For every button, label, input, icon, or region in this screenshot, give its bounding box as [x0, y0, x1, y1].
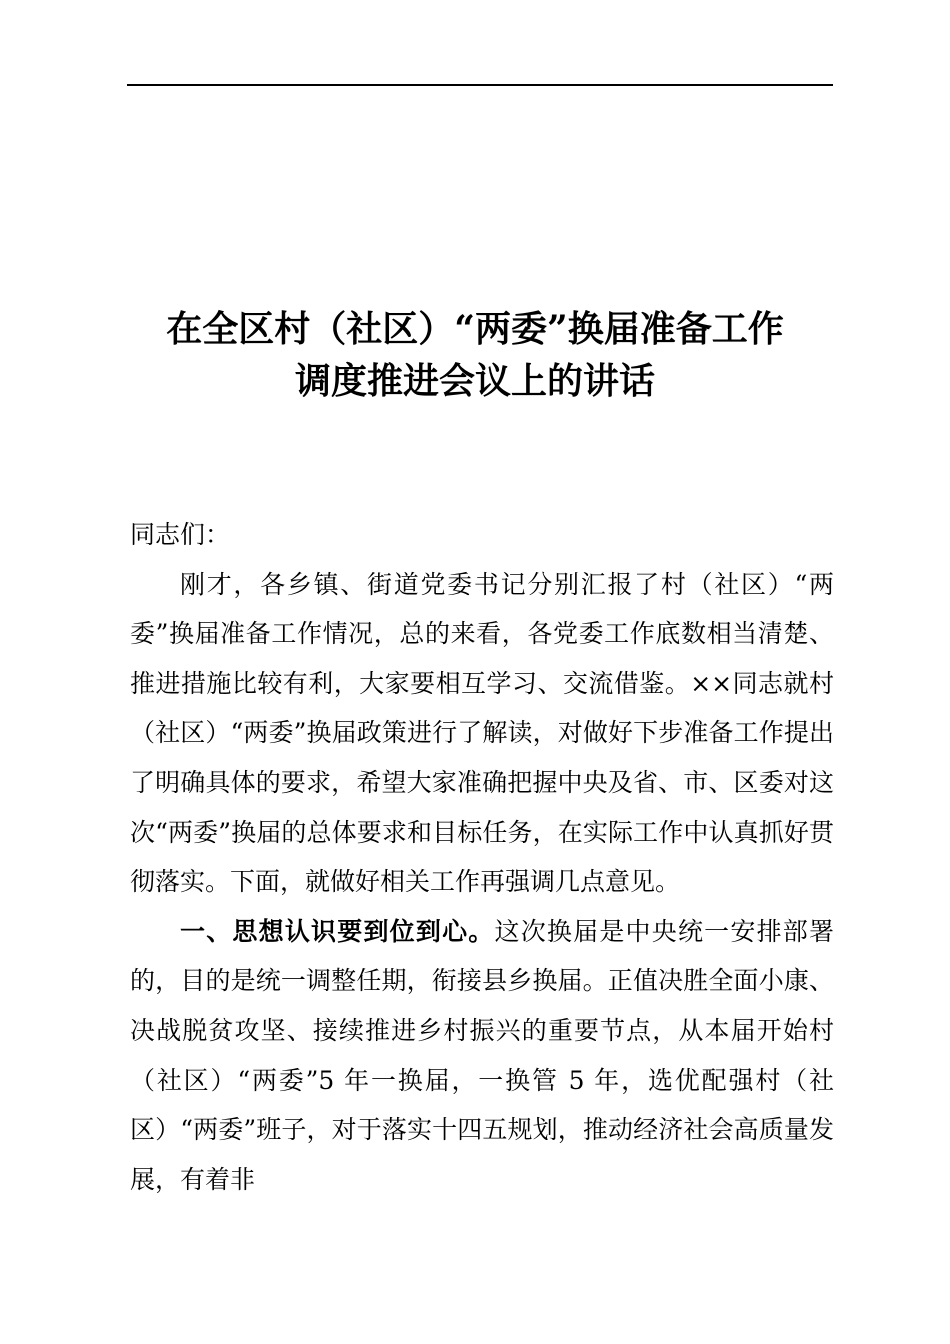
paragraph-section-1 — [130, 907, 834, 1205]
document-body — [130, 510, 834, 1204]
section-1-heading: 一、思想认识要到位到心。 — [180, 916, 495, 946]
document-title — [0, 303, 950, 407]
title-line-2: 调度推进会议上的讲话 — [294, 360, 655, 402]
title-line-1: 在全区村（社区）“两委”换届准备工作 — [166, 308, 784, 350]
section-1-text: 这次换届是中央统一安排部署的，目的是统一调整任期，衔接县乡换届。正值决胜全面小康、决战脱贫攻坚、接续推进乡村振兴的重要节点，从本届开始村（社区）“两委”5 年一换届，一换管 5 年，选优配强村（社区）“两委”班子，对于落实十四五规划，推动经济社会高质量发展，有着非 — [130, 916, 834, 1194]
salutation: 同志们： — [130, 520, 231, 549]
paragraph-1: 刚才，各乡镇、街道党委书记分别汇报了村（社区）“两委”换届准备工作情况，总的来看，各党委工作底数相当清楚、推进措施比较有利，大家要相互学习、交流借鉴。××同志就村（社区）“两委”换届政策进行了解读，对做好下步准备工作提出了明确具体的要求，希望大家准确把握中央及省、市、区委对这次“两委”换届的总体要求和目标任务，在实际工作中认真抓好贯彻落实。下面，就做好相关工作再强调几点意见。 — [130, 569, 834, 897]
header-rule — [127, 84, 833, 86]
